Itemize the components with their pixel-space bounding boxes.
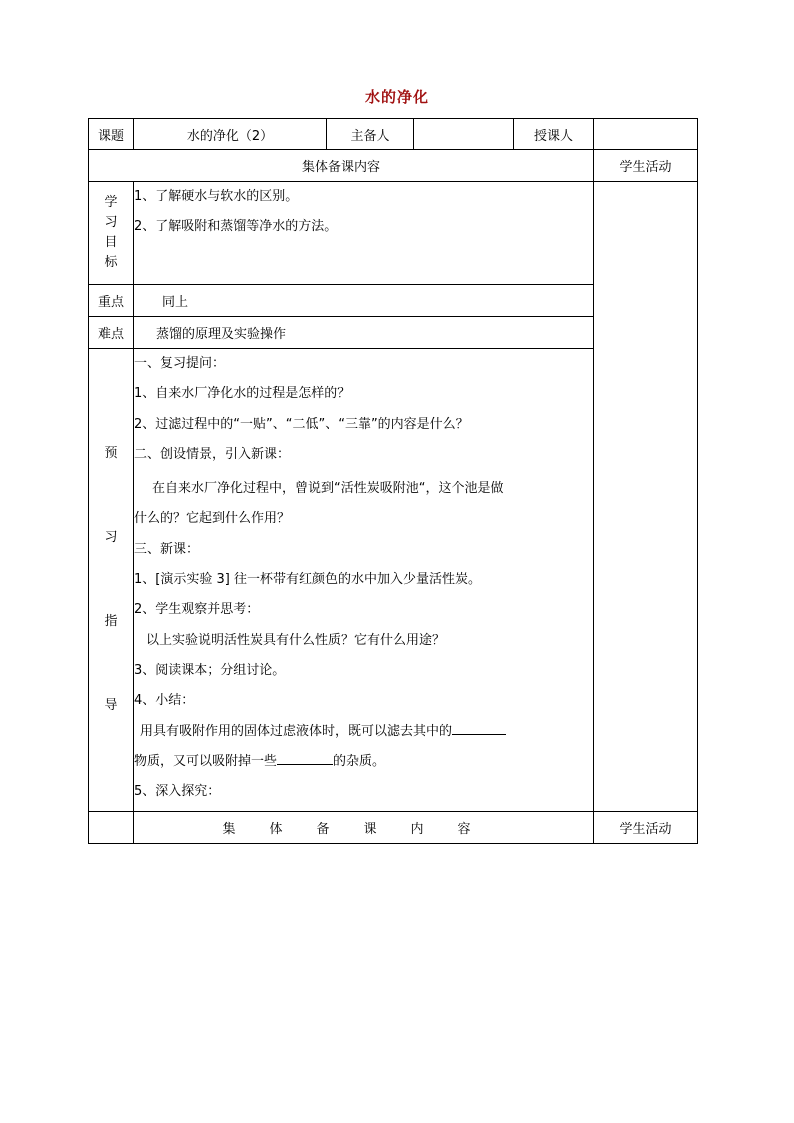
guide-line: 在自来水厂净化过程中，曾说到“活性炭吸附池“，这个池是做 bbox=[152, 481, 504, 497]
guide-line: 1、[演示实验 3] 往一杯带有红颜色的水中加入少量活性炭。 bbox=[134, 572, 481, 588]
goals-label-char: 习 bbox=[104, 215, 118, 230]
teacher-label: 授课人 bbox=[514, 119, 594, 150]
guide-line: 用具有吸附作用的固体过虑液体时，既可以滤去其中的 bbox=[140, 723, 453, 739]
key-point-label: 重点 bbox=[89, 285, 134, 317]
footer-empty-cell bbox=[89, 812, 134, 844]
goals-label-char: 标 bbox=[104, 255, 118, 270]
key-point-value: 同上 bbox=[134, 285, 594, 317]
preparer-label: 主备人 bbox=[327, 119, 414, 150]
goals-row bbox=[89, 182, 698, 285]
goals-content bbox=[134, 182, 594, 285]
guide-line: 什么的？它起到什么作用？ bbox=[134, 511, 291, 527]
guide-line: 2、学生观察并思考： bbox=[134, 602, 260, 618]
guide-line: 1、自来水厂净化水的过程是怎样的？ bbox=[134, 386, 351, 402]
goal-line: 1、了解硬水与软水的区别。 bbox=[134, 189, 299, 204]
difficulty-value: 蒸馏的原理及实验操作 bbox=[134, 317, 594, 349]
header-row bbox=[89, 119, 698, 150]
footer-content-header: 集体备课内容 bbox=[134, 812, 594, 844]
guide-line: 3、阅读课本；分组讨论。 bbox=[134, 662, 286, 678]
activity-column bbox=[594, 182, 698, 812]
guide-label-char: 指 bbox=[104, 614, 118, 629]
guide-line: 一、复习提问： bbox=[134, 356, 226, 371]
goals-label-char: 学 bbox=[104, 195, 118, 210]
guide-line: 2、过滤过程中的“一贴”、“二低”、“三靠”的内容是什么？ bbox=[134, 416, 469, 432]
preparer-value bbox=[414, 119, 514, 150]
guide-summary-line bbox=[134, 717, 593, 747]
lesson-plan-table bbox=[88, 118, 698, 844]
guide-label-char: 习 bbox=[104, 530, 118, 545]
footer-activity-header: 学生活动 bbox=[594, 812, 698, 844]
goals-label bbox=[89, 182, 134, 285]
fill-in-blank bbox=[277, 750, 333, 765]
topic-label: 课题 bbox=[89, 119, 134, 150]
guide-line: 物质，又可以吸附掉一些 bbox=[134, 753, 278, 769]
guide-line: 二、创设情景，引入新课： bbox=[134, 446, 291, 462]
topic-value: 水的净化（2） bbox=[134, 119, 327, 150]
guide-line: 的杂质。 bbox=[333, 753, 386, 769]
section-content-header: 集体备课内容 bbox=[89, 150, 594, 182]
guide-label-char: 导 bbox=[104, 698, 118, 713]
section-header-row bbox=[89, 150, 698, 182]
difficulty-label: 难点 bbox=[89, 317, 134, 349]
goal-line: 2、了解吸附和蒸馏等净水的方法。 bbox=[134, 219, 338, 234]
fill-in-blank bbox=[452, 720, 506, 735]
teacher-value bbox=[594, 119, 698, 150]
guide-line: 4、小结： bbox=[134, 693, 195, 709]
goals-label-char: 目 bbox=[104, 235, 118, 250]
footer-row bbox=[89, 812, 698, 844]
page-title: 水的净化 bbox=[364, 88, 429, 106]
guide-line: 5、深入探究： bbox=[134, 784, 221, 800]
guide-label-char: 预 bbox=[104, 446, 118, 461]
guide-line: 三、新课： bbox=[134, 541, 200, 557]
guide-content bbox=[134, 349, 594, 812]
guide-line: 以上实验说明活性炭具有什么性质？它有什么用途？ bbox=[146, 632, 446, 648]
guide-summary-line bbox=[134, 747, 593, 777]
guide-label bbox=[89, 349, 134, 812]
section-activity-header: 学生活动 bbox=[594, 150, 698, 182]
